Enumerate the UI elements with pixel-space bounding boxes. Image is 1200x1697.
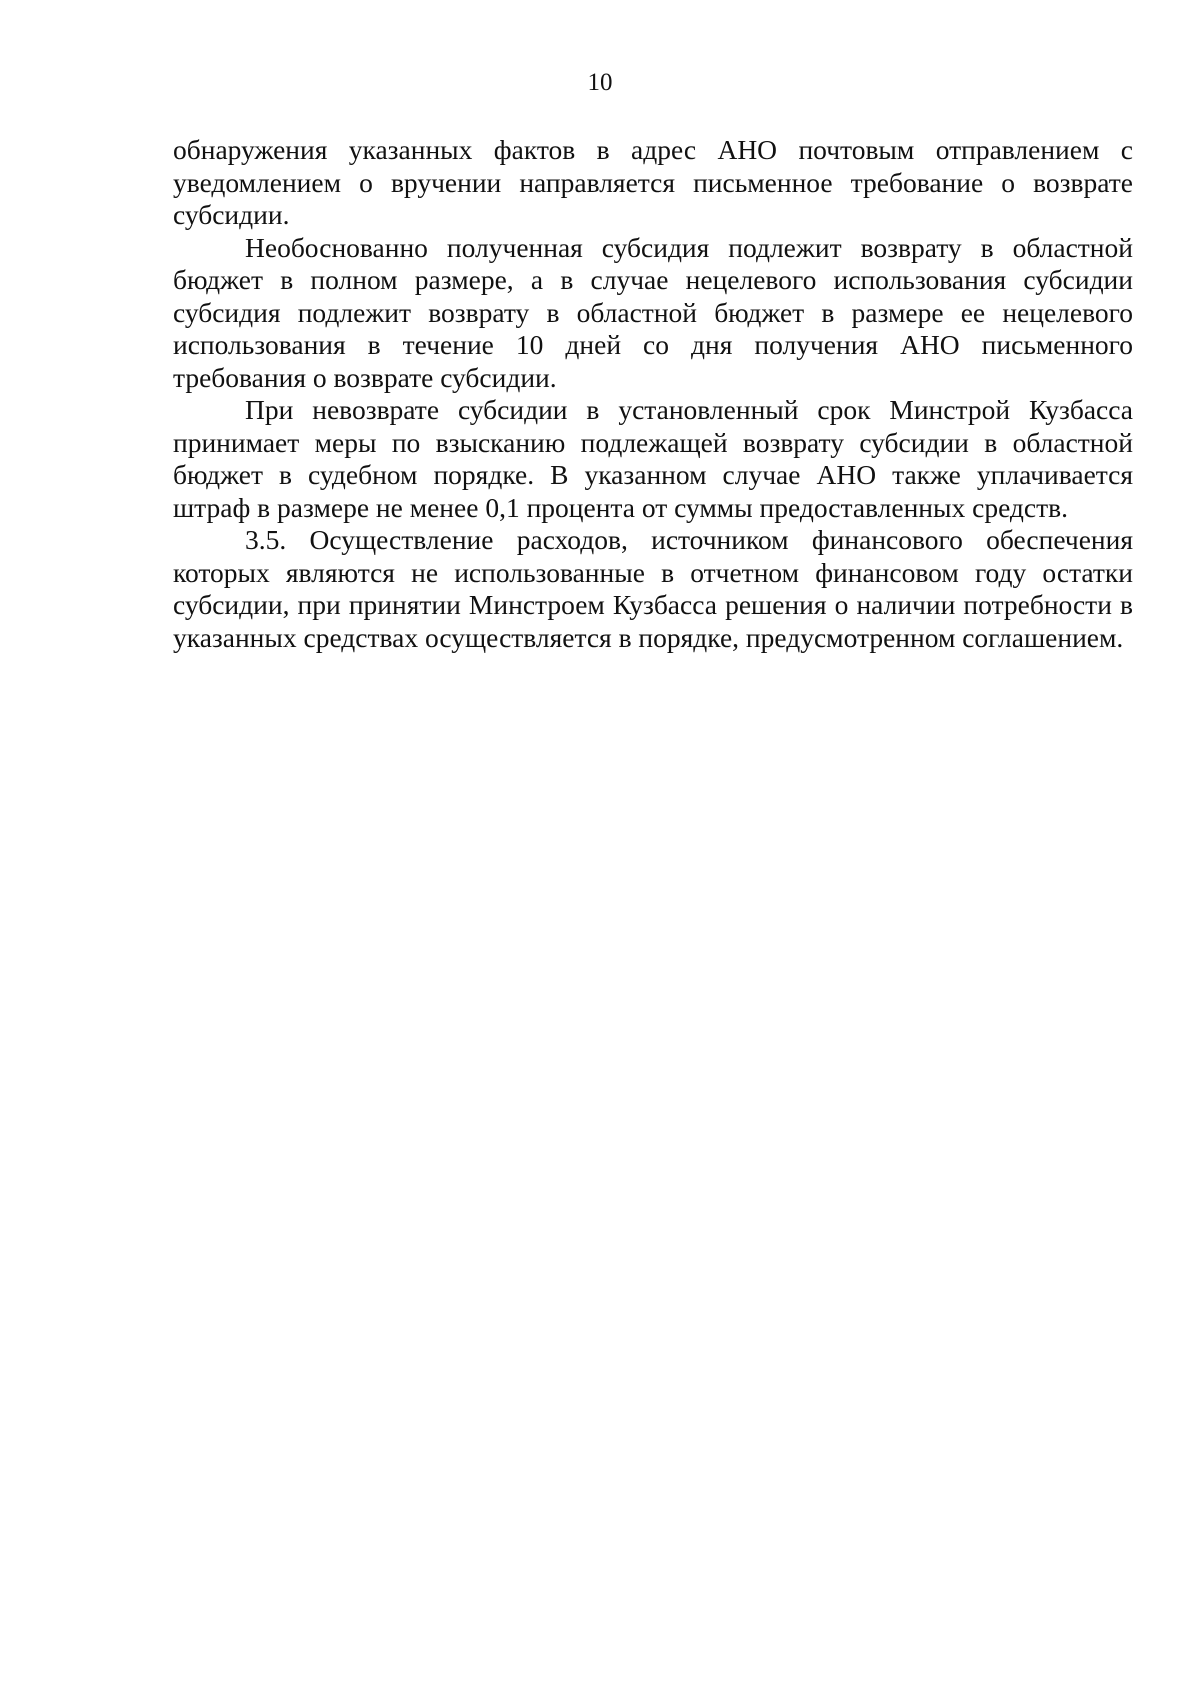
page-number: 10 bbox=[587, 69, 613, 96]
document-body bbox=[173, 134, 1133, 654]
paragraph-return-obligation: Необоснованно полученная субсидия подлежит возврату в областной бюджет в полном размере, а в случае нецелевого использования субсидии субсидия подлежит возврату в областной бюджет в размере ее нецелевого использования в течение 10 дней со дня получения АНО письменного требования о возврате субсидии. bbox=[173, 231, 1133, 393]
paragraph-section-3-5: 3.5. Осуществление расходов, источником финансового обеспечения которых являются не использованные в отчетном финансовом году остатки субсидии, при принятии Минстроем Кузбасса решения о наличии потребности в указанных средствах осуществляется в порядке, предусмотренном соглашением. bbox=[173, 524, 1133, 653]
paragraph-continuation: обнаружения указанных фактов в адрес АНО почтовым отправлением с уведомлением о вручении направляется письменное требование о возврате субсидии. bbox=[173, 134, 1133, 230]
paragraph-enforcement: При невозврате субсидии в установленный срок Минстрой Кузбасса принимает меры по взысканию подлежащей возврату субсидии в областной бюджет в судебном порядке. В указанном случае АНО также уплачивается штраф в размере не менее 0,1 процента от суммы предоставленных средств. bbox=[173, 394, 1133, 523]
